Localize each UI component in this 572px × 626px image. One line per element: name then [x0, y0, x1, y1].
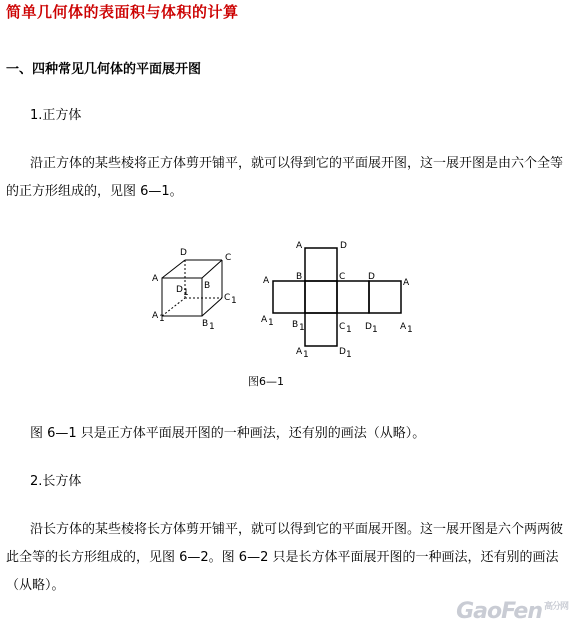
paragraph-cuboid: 沿长方体的某些棱将长方体剪开铺平，就可以得到它的平面展开图。这一展开图是六个两两彼此全等的长方形组成的，见图 6—2。图 6—2 只是长方体平面展开图的一种画法，还有别的画法（从略）。 [6, 522, 564, 593]
net-label-b: B [296, 272, 303, 282]
net-label-d: D [368, 272, 375, 282]
label-d1: D [176, 285, 183, 295]
net-label-a1-bottom: A [296, 347, 303, 357]
label-c: C [225, 253, 232, 263]
label-c1-sub: 1 [231, 296, 237, 306]
watermark-logo: GaoFen $^{高分网}$ [456, 599, 568, 624]
label-c1: C [224, 293, 231, 303]
label-d1-sub: 1 [183, 288, 189, 298]
net-label-d1-bottom-sub: 1 [346, 350, 352, 360]
cube-diagram [150, 238, 440, 373]
net-label-a1-right: A [400, 322, 407, 332]
net-label-d1-sub: 1 [372, 325, 378, 335]
net-label-a-top: A [296, 241, 303, 251]
cube-front-face [162, 278, 202, 316]
label-a1-sub: 1 [159, 314, 165, 324]
net-label-d-top: D [340, 241, 347, 251]
figure-caption: 图6—1 [248, 375, 284, 388]
figure-6-1 [150, 238, 440, 377]
net-label-a1-sub: 1 [268, 318, 274, 328]
label-d: D [180, 248, 187, 258]
label-b1-sub: 1 [209, 322, 215, 332]
net-label-a-right: A [403, 278, 410, 288]
net-label-b1-sub: 1 [299, 323, 305, 333]
page-title: 简单几何体的表面积与体积的计算 [6, 3, 239, 21]
net-label-d1: D [365, 322, 372, 332]
net-label-d1-bottom: D [339, 347, 346, 357]
label-b1: B [202, 319, 209, 329]
label-a: A [152, 274, 159, 284]
net-label-a1: A [261, 315, 268, 325]
paragraph-figure-note: 图 6—1 只是正方体平面展开图的一种画法，还有别的画法（从略）。 [30, 426, 426, 441]
section-heading: 一、四种常见几何体的平面展开图 [6, 62, 202, 77]
item-heading-cube: 1.正方体 [30, 108, 82, 123]
cube-net [273, 248, 401, 346]
paragraph-cube: 沿正方体的某些棱将正方体剪开铺平，就可以得到它的平面展开图，这一展开图是由六个全等的正方形组成的，见图 6—1。 [6, 156, 564, 199]
net-label-a-left: A [263, 276, 270, 286]
label-b: B [204, 281, 211, 291]
item-heading-cuboid: 2.长方体 [30, 474, 82, 489]
net-label-c1-sub: 1 [346, 325, 352, 335]
net-label-b1: B [292, 320, 299, 330]
net-label-a1-bottom-sub: 1 [303, 350, 309, 360]
net-label-c: C [339, 272, 346, 282]
label-a1: A [152, 311, 159, 321]
net-label-c1: C [339, 322, 346, 332]
net-label-a1-right-sub: 1 [407, 325, 413, 335]
